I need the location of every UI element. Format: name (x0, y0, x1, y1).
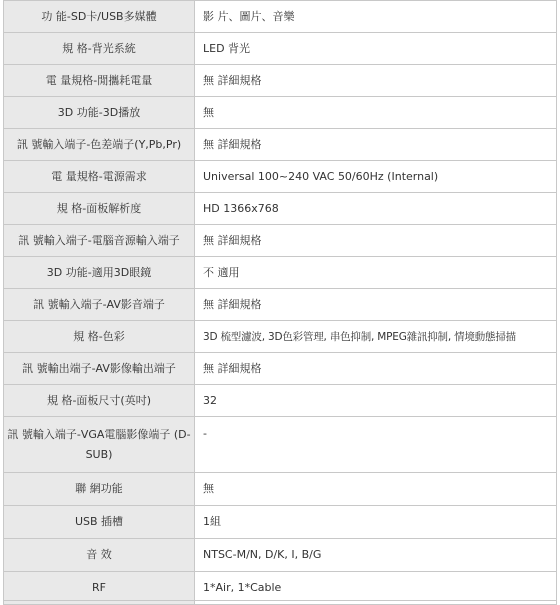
spec-label: USB 插槽 (4, 506, 195, 539)
table-row (4, 385, 557, 417)
spec-table (3, 0, 557, 605)
table-row (4, 473, 557, 506)
divider (3, 600, 557, 601)
spec-label: 電 量規格-閒攜耗電量 (4, 65, 195, 97)
spec-label: RF (4, 572, 195, 605)
spec-label: 訊 號輸入端子-VGA電腦影像端子 (D-SUB) (4, 417, 195, 473)
table-row (4, 225, 557, 257)
spec-value: 不 適用 (195, 257, 557, 289)
table-row (4, 129, 557, 161)
spec-label: 聯 網功能 (4, 473, 195, 506)
spec-value: - (195, 417, 557, 473)
spec-value: LED 背光 (195, 33, 557, 65)
spec-label: 訊 號輸入端子-色差端子(Y,Pb,Pr) (4, 129, 195, 161)
spec-value: 無 (195, 473, 557, 506)
table-row (4, 417, 557, 473)
table-row (4, 97, 557, 129)
spec-value: 1*Air, 1*Cable (195, 572, 557, 605)
spec-label: 音 效 (4, 539, 195, 572)
spec-label: 規 格-色彩 (4, 321, 195, 353)
table-row (4, 193, 557, 225)
spec-label: 3D 功能-3D播放 (4, 97, 195, 129)
spec-label: 3D 功能-適用3D眼鏡 (4, 257, 195, 289)
spec-label: 功 能-SD卡/USB多媒體 (4, 1, 195, 33)
table-row (4, 1, 557, 33)
spec-value: 無 詳細規格 (195, 65, 557, 97)
spec-label: 規 格-面板解析度 (4, 193, 195, 225)
spec-value: NTSC-M/N, D/K, I, B/G (195, 539, 557, 572)
table-row (4, 33, 557, 65)
spec-label: 訊 號輸入端子-電腦音源輸入端子 (4, 225, 195, 257)
spec-label: 電 量規格-電源需求 (4, 161, 195, 193)
table-row (4, 161, 557, 193)
table-row (4, 65, 557, 97)
spec-value: 32 (195, 385, 557, 417)
table-row (4, 321, 557, 353)
table-row (4, 353, 557, 385)
spec-value: 無 (195, 97, 557, 129)
spec-value: 無 詳細規格 (195, 129, 557, 161)
spec-value: HD 1366x768 (195, 193, 557, 225)
table-row (4, 289, 557, 321)
spec-value: 影 片、圖片、音樂 (195, 1, 557, 33)
spec-value: 無 詳細規格 (195, 289, 557, 321)
spec-value: 1組 (195, 506, 557, 539)
spec-label: 規 格-背光系統 (4, 33, 195, 65)
spec-value: 3D 梳型濾波, 3D色彩管理, 串色抑制, MPEG雜訊抑制, 情境動態掃描 (195, 321, 557, 353)
table-row (4, 257, 557, 289)
table-row (4, 506, 557, 539)
spec-label: 規 格-面板尺寸(英吋) (4, 385, 195, 417)
spec-label: 訊 號輸入端子-AV影音端子 (4, 289, 195, 321)
spec-value: 無 詳細規格 (195, 225, 557, 257)
table-row (4, 539, 557, 572)
spec-value: Universal 100~240 VAC 50/60Hz (Internal) (195, 161, 557, 193)
spec-value: 無 詳細規格 (195, 353, 557, 385)
spec-label: 訊 號輸出端子-AV影像輸出端子 (4, 353, 195, 385)
